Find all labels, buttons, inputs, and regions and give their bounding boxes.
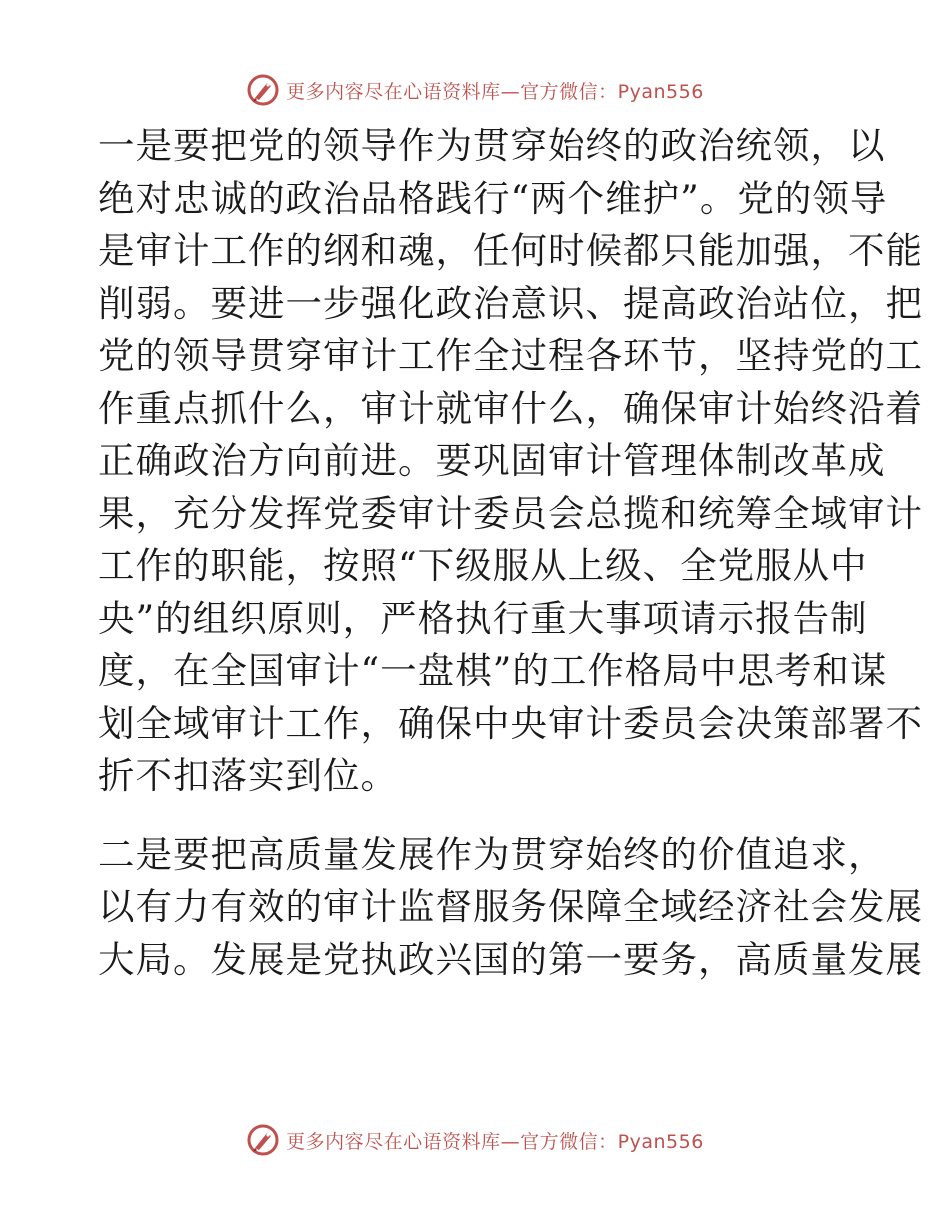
paragraph-1 [98,120,923,803]
text-line: 一是要把党的领导作为贯穿始终的政治统领，以 [98,124,886,167]
text-line: 二是要把高质量发展作为贯穿始终的价值追求， [98,832,886,876]
header-banner [0,70,950,110]
text-line: 果，充分发挥党委审计委员会总揽和统筹全域审计 [98,491,923,535]
document-body [98,120,923,986]
text-line: 是审计工作的纲和魂，任何时候都只能加强，不能 [98,229,923,272]
text-line: 作重点抓什么，审计就审什么，确保审计始终沿着 [98,386,923,430]
text-line: 划全域审计工作，确保中央审计委员会决策部署不 [98,701,923,745]
text-line: 削弱。要进一步强化政治意识、提高政治站位，把 [98,281,923,325]
text-line: 折不扣落实到位。 [98,754,398,797]
header-banner-text: 更多内容尽在心语资料库—官方微信：Pyan556 [286,80,704,103]
text-line: 以有力有效的审计监督服务保障全域经济社会发展 [98,885,923,928]
footer-banner-text: 更多内容尽在心语资料库—官方微信：Pyan556 [286,1130,704,1153]
paragraph-2 [98,829,923,987]
text-line: 大局。发展是党执政兴国的第一要务，高质量发展 [98,937,923,981]
footer-banner [0,1120,950,1160]
pen-logo-icon [246,73,280,107]
text-line: 党的领导贯穿审计工作全过程各环节，坚持党的工 [98,334,923,377]
text-line: 度，在全国审计“一盘棋”的工作格局中思考和谋 [98,649,888,692]
paragraph-spacer [98,803,850,829]
text-line: 正确政治方向前进。要巩固审计管理体制改革成 [98,439,886,482]
text-line: 工作的职能，按照“下级服从上级、全党服从中 [98,544,868,587]
text-line: 绝对忠诚的政治品格践行“两个维护”。党的领导 [98,176,888,220]
pen-logo-icon [246,1123,280,1157]
text-line: 央”的组织原则，严格执行重大事项请示报告制 [98,596,868,640]
